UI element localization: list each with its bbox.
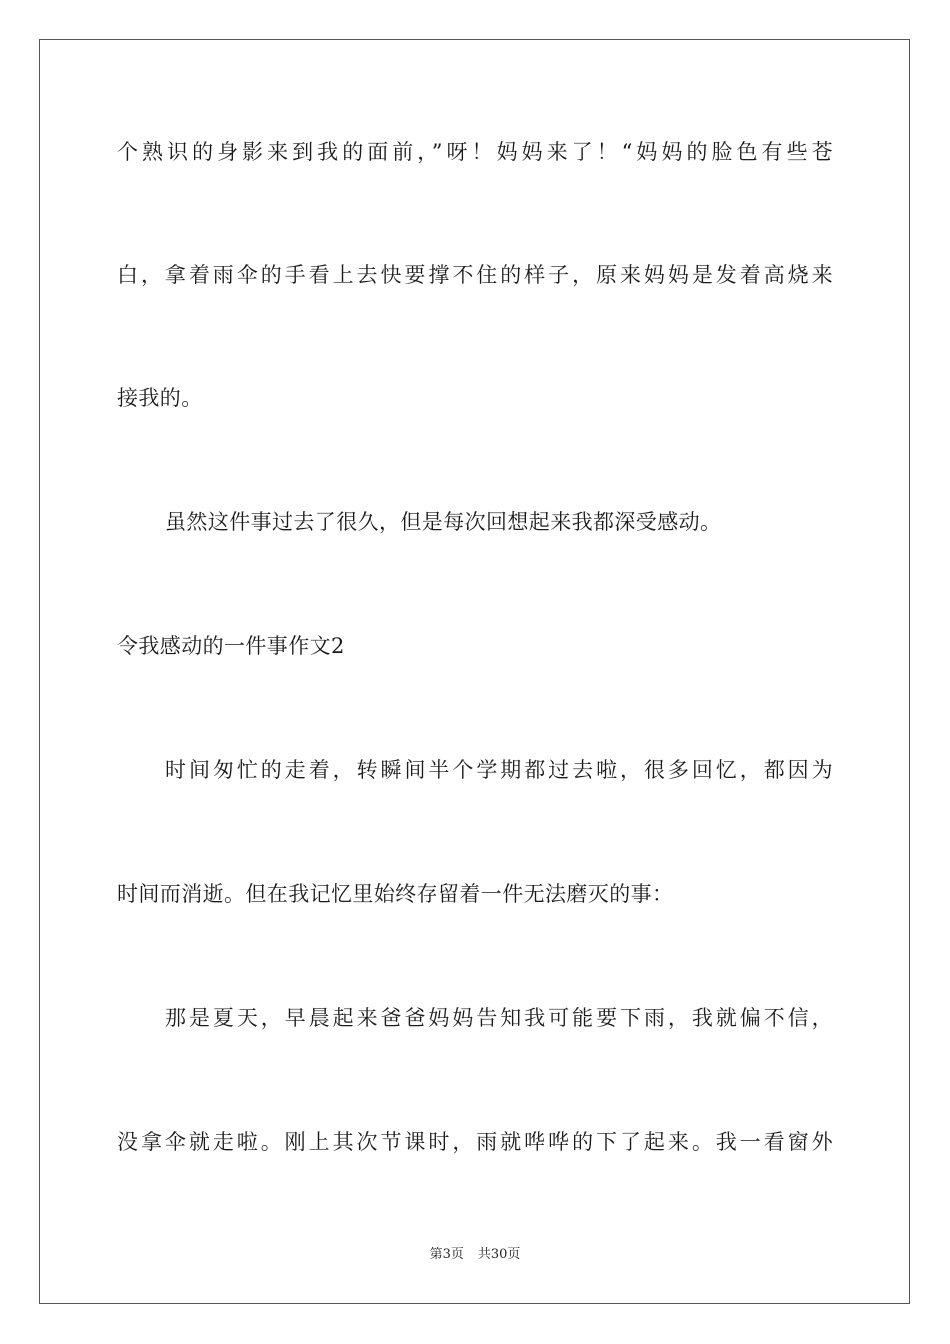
paragraph-line-4: 虽然这件事过去了很久，但是每次回想起来我都深受感动。 <box>165 510 722 534</box>
paragraph-line-6: 时间而消逝。但在我记忆里始终存留着一件无法磨灭的事： <box>117 882 674 906</box>
page-frame <box>39 39 910 1304</box>
paragraph-line-2: 白，拿着雨伞的手看上去快要撑不住的样子，原来妈妈是发着高烧来 <box>117 263 833 287</box>
page-footer <box>0 1246 950 1264</box>
paragraph-line-1: 个熟识的身影来到我的面前，”呀！妈妈来了！“妈妈的脸色有些苍 <box>117 140 833 164</box>
section-heading: 令我感动的一件事作文2 <box>117 634 345 658</box>
paragraph-line-7: 那是夏天，早晨起来爸爸妈妈告知我可能要下雨，我就偏不信， <box>165 1006 833 1030</box>
total-pages: 共30页 <box>477 1247 521 1262</box>
paragraph-line-5: 时间匆忙的走着，转瞬间半个学期都过去啦，很多回忆，都因为 <box>165 758 833 782</box>
paragraph-line-3: 接我的。 <box>117 386 203 410</box>
page-number: 第3页 <box>429 1247 464 1262</box>
paragraph-line-8: 没拿伞就走啦。刚上其次节课时，雨就哗哗的下了起来。我一看窗外 <box>117 1130 833 1154</box>
